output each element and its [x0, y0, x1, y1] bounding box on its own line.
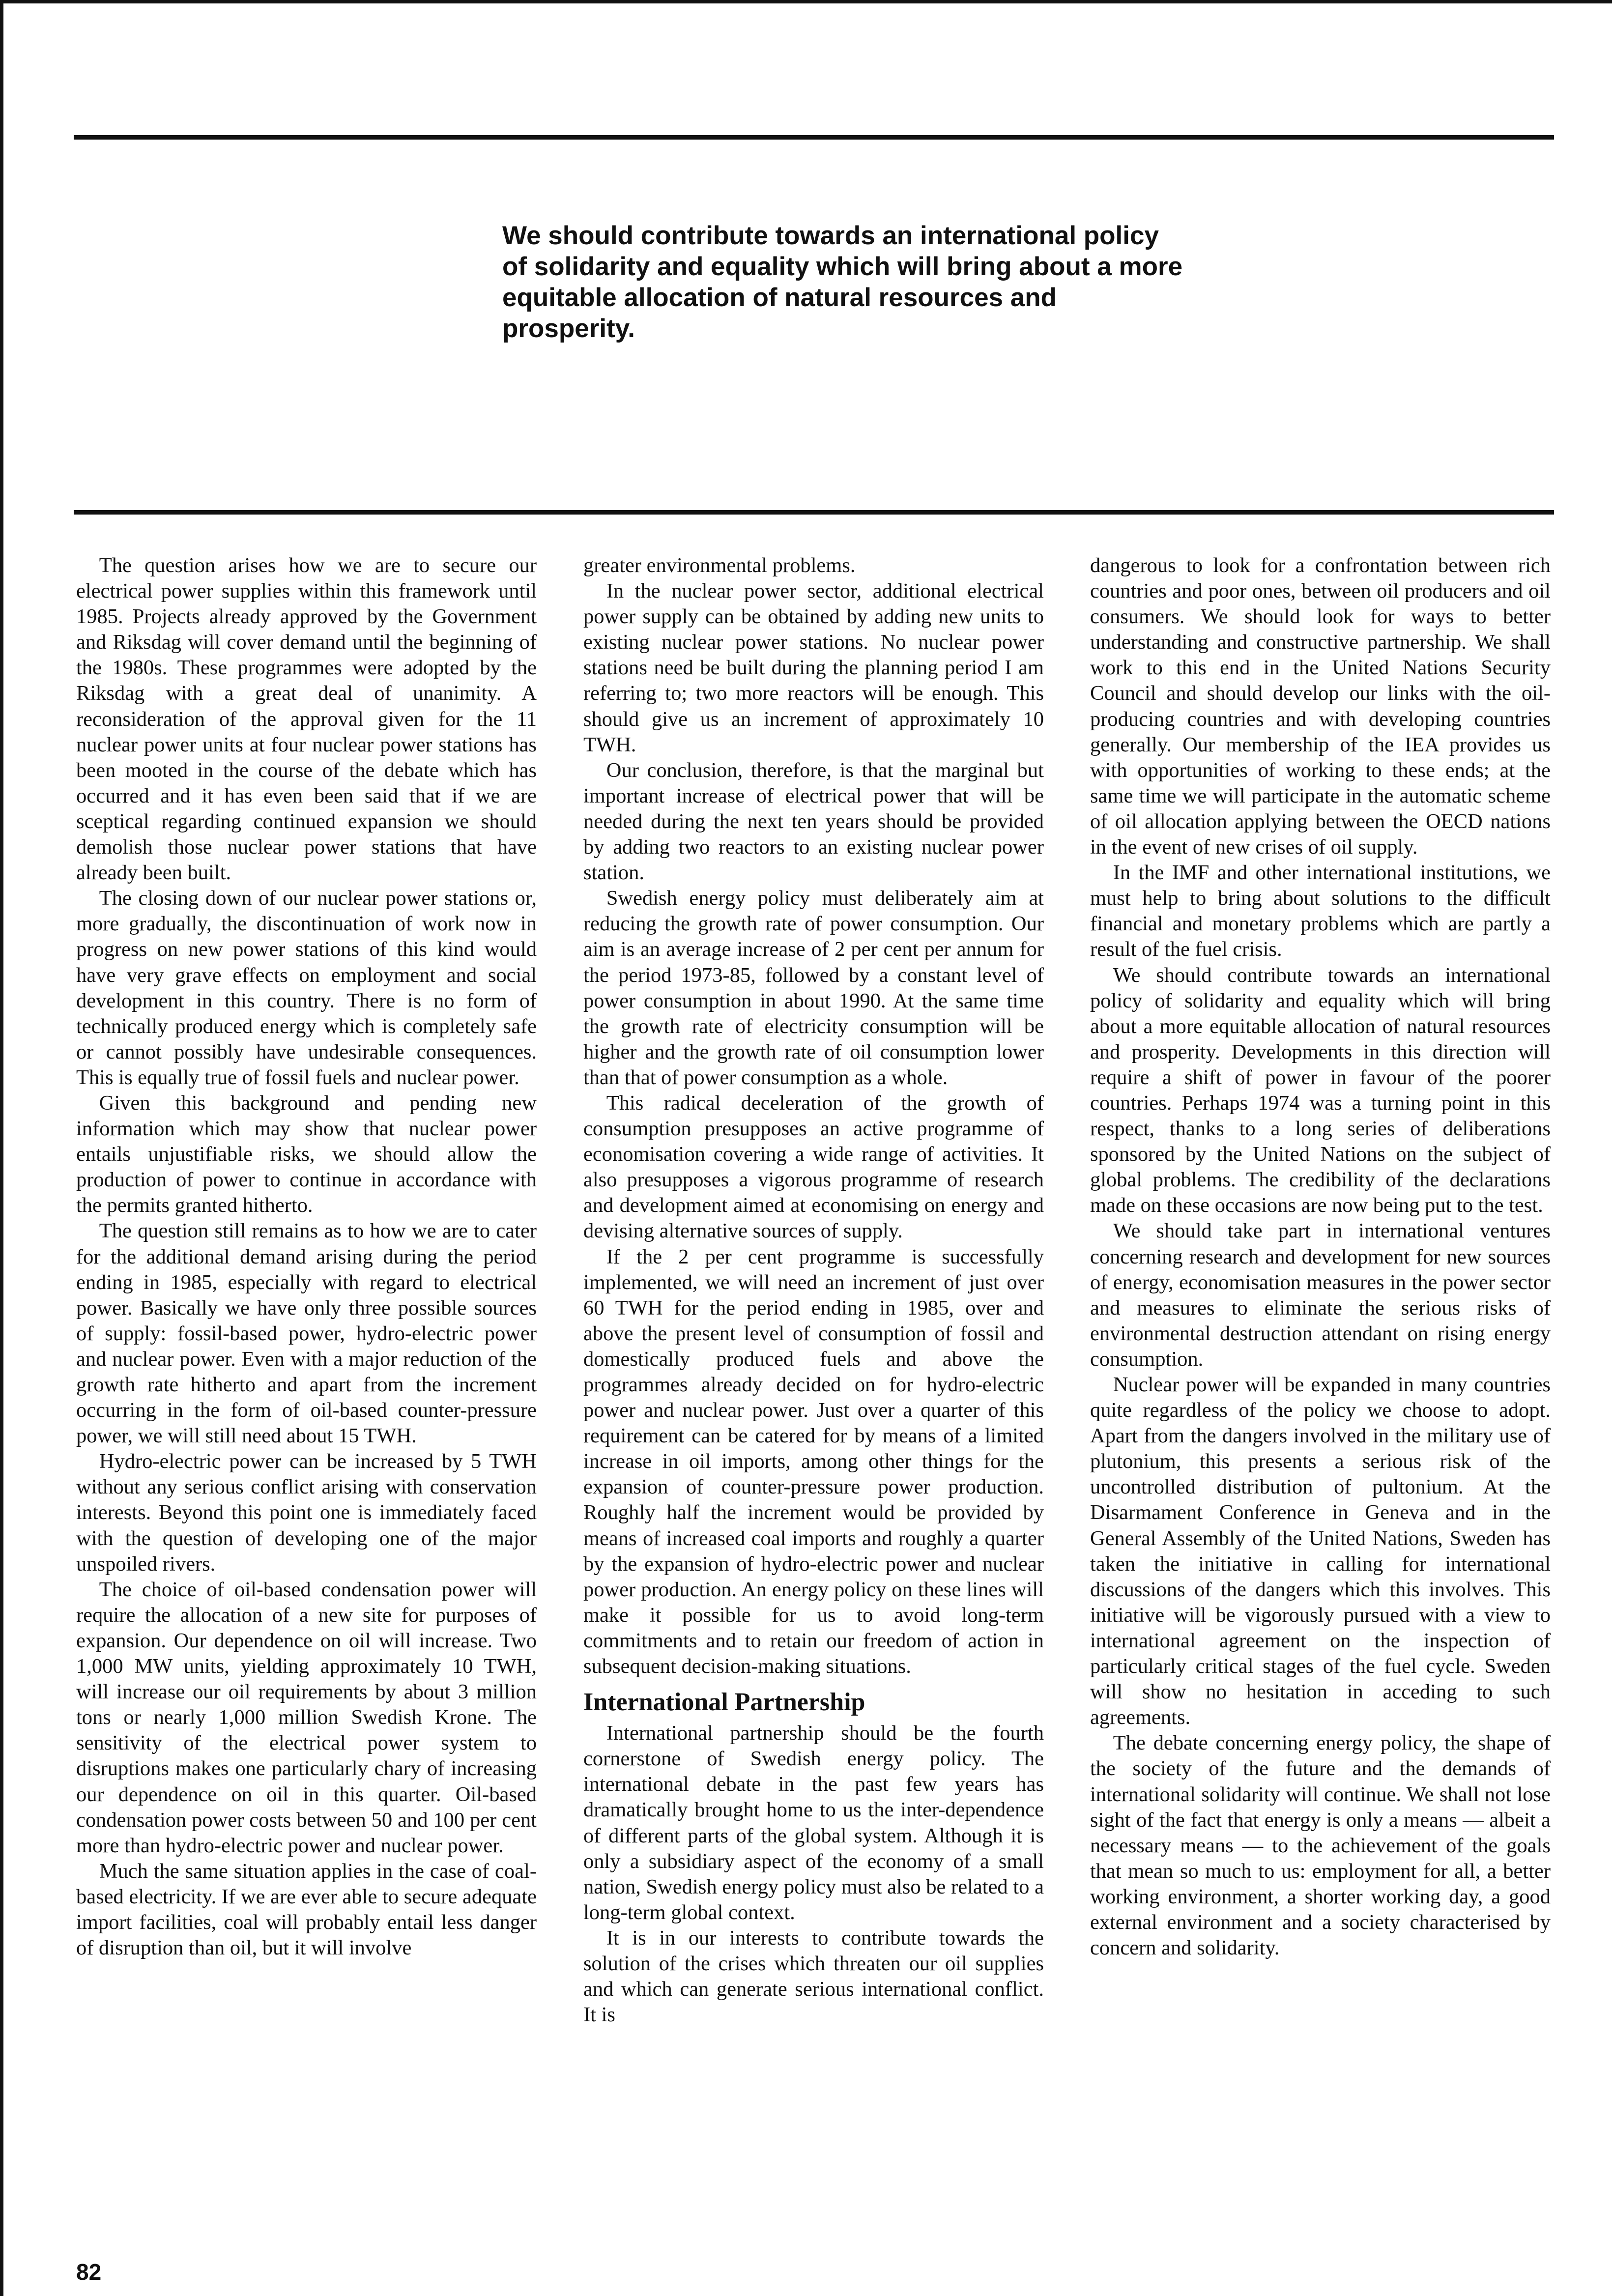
- body-paragraph: Our conclusion, therefore, is that the marginal but important increase of electrical power that will be needed during the next ten years should be provided by adding two reactors to an existing nuclear power station.: [583, 758, 1044, 885]
- body-paragraph: International partnership should be the fourth cornerstone of Swedish energy policy. The international debate in the past few years has dramatically brought home to us the inter-dependence of different parts of the global system. Although it is only a subsidiary aspect of the economy of a small nation, Swedish energy policy must also be related to a long-term global context.: [583, 1722, 1044, 1924]
- body-paragraph: Much the same situation applies in the case of coal-based electricity. If we are ever able to secure adequate import facilities, coal will probably entail less danger of disruption than oil, but it will involve: [76, 1859, 537, 1960]
- page-number: 82: [76, 2259, 102, 2285]
- pull-quote-rule-top: [74, 135, 1554, 140]
- body-paragraph: The closing down of our nuclear power stations or, more gradually, the discontinuation of work now in progress on new power stations of this kind would have very grave effects on employment and social development in this country. There is no form of technically produced energy which is completely safe or cannot possibly have undesirable consequences. This is equally true of fossil fuels and nuclear power.: [76, 887, 537, 1089]
- body-paragraph: The question still remains as to how we are to cater for the additional demand arising during the period ending in 1985, especially with regard to electrical power. Basically we have only three possible sources of supply: fossil-based power, hydro-electric power and nuclear power. Even with a major reduction of the growth rate hitherto and apart from the increment occurring in the form of oil-based counter-pressure power, we will still need about 15 TWH.: [76, 1219, 537, 1448]
- page-border-top: [0, 0, 1612, 3]
- body-paragraph: dangerous to look for a confrontation between rich countries and poor ones, between oil producers and oil consumers. We should look for ways to better understanding and constructive partnership. We shall work to this end in the United Nations Security Council and should develop our links with the oil-producing countries and with developing countries generally. Our membership of the IEA provides us with opportunities of working to these ends; at the same time we will participate in the automatic scheme of oil allocation applying between the OECD nations in the event of new crises of oil supply.: [1090, 554, 1551, 859]
- body-paragraph: Swedish energy policy must deliberately aim at reducing the growth rate of power consumption. Our aim is an average increase of 2 per cent per annum for the period 1973-85, followed by a constant level of power consumption in about 1990. At the same time the growth rate of electricity consumption will be higher and the growth rate of oil consumption lower than that of power consumption as a whole.: [583, 887, 1044, 1089]
- body-paragraph: It is in our interests to contribute towards the solution of the crises which threaten our oil supplies and which can generate serious international conflict. It is: [583, 1926, 1044, 2027]
- body-paragraph: greater environmental problems.: [583, 554, 856, 577]
- body-paragraph: Nuclear power will be expanded in many countries quite regardless of the policy we choose to adopt. Apart from the dangers involved in the military use of plutonium, this presents a serious risk of the uncontrolled distribution of pultonium. At the Disarmament Conference in Geneva and in the General Assembly of the United Nations, Sweden has taken the initiative in calling for international discussions of the dangers which this involves. This initiative will be vigorously pursued with a view to international agreement on the inspection of particularly critical stages of the fuel cycle. Sweden will show no hesitation in acceding to such agreements.: [1090, 1373, 1551, 1729]
- body-paragraph: Given this background and pending new information which may show that nuclear power entails unjustifiable risks, we should allow the production of power to continue in accordance with the permits granted hitherto.: [76, 1091, 537, 1217]
- pull-quote: We should contribute towards an international policy of solidarity and equality which will bring about a more equitable allocation of natural resources and prosperity.: [502, 221, 1183, 343]
- pull-quote-rule-bottom: [74, 510, 1554, 515]
- body-paragraph: In the IMF and other international institutions, we must help to bring about solutions to the difficult financial and monetary problems which are partly a result of the fuel crisis.: [1090, 861, 1551, 961]
- body-paragraph: If the 2 per cent programme is successfully implemented, we will need an increment of just over 60 TWH for the period ending in 1985, over and above the present level of consumption of fossil and domestically produced fuels and above the programmes already decided on for hydro-electric power and nuclear power. Just over a quarter of this requirement can be catered for by means of a limited increase in oil imports, among other things for the expansion of counter-pressure power production. Roughly half the increment would be provided by means of increased coal imports and roughly a quarter by the expansion of hydro-electric power and nuclear power production. An energy policy on these lines will make it possible for us to avoid long-term commitments and to retain our freedom of action in subsequent decision-making situations.: [583, 1245, 1044, 1678]
- body-paragraph: The question arises how we are to secure our electrical power supplies within this framework until 1985. Projects already approved by the Government and Riksdag will cover demand until the beginning of the 1980s. These programmes were adopted by the Riksdag with a great deal of unanimity. A reconsideration of the approval given for the 11 nuclear power units at four nuclear power stations has been mooted in the course of the debate which has occurred and it has even been said that if we are sceptical regarding continued expansion we should demolish those nuclear power stations that have already been built.: [76, 554, 537, 885]
- body-paragraph: In the nuclear power sector, additional electrical power supply can be obtained by adding new units to existing nuclear power stations. No nuclear power stations need be built during the planning period I am referring to; two more reactors will be enough. This should give us an increment of approximately 10 TWH.: [583, 579, 1044, 756]
- text-column-3: [1090, 553, 1551, 2234]
- text-column-2: [583, 553, 1044, 2234]
- body-paragraph: We should take part in international ventures concerning research and development for new sources of energy, economisation measures in the power sector and measures to eliminate the serious risks of environmental destruction attendant on rising energy consumption.: [1090, 1219, 1551, 1371]
- body-paragraph: The debate concerning energy policy, the shape of the society of the future and the demands of international solidarity will continue. We shall not lose sight of the fact that energy is only a means — albeit a necessary means — to the achievement of the goals that mean so much to us: employment for all, a better working environment, a shorter working day, a good external environment and a society characterised by concern and solidarity.: [1090, 1731, 1551, 1960]
- body-paragraph: This radical deceleration of the growth of consumption presupposes an active programme of economisation covering a wide range of activities. It also presupposes a vigorous programme of research and development aimed at economising on energy and devising alternative sources of supply.: [583, 1091, 1044, 1243]
- body-paragraph: The choice of oil-based condensation power will require the allocation of a new site for purposes of expansion. Our dependence on oil will increase. Two 1,000 MW units, yielding approximately 10 TWH, will increase our oil requirements by about 3 million tons or nearly 1,000 million Swedish Krone. The sensitivity of the electrical power system to disruptions makes one particularly chary of increasing our dependence on oil in this quarter. Oil-based condensation power costs between 50 and 100 per cent more than hydro-electric power and nuclear power.: [76, 1578, 537, 1857]
- page-border-left: [0, 0, 3, 2296]
- section-heading: International Partnership: [583, 1688, 865, 1717]
- body-paragraph: Hydro-electric power can be increased by 5 TWH without any serious conflict arising with conservation interests. Beyond this point one is immediately faced with the question of developing one of the major unspoiled rivers.: [76, 1450, 537, 1576]
- body-paragraph: We should contribute towards an international policy of solidarity and equality which will bring about a more equitable allocation of natural resources and prosperity. Developments in this direction will require a shift of power in favour of the poorer countries. Perhaps 1974 was a turning point in this respect, thanks to a long series of deliberations sponsored by the United Nations on the subject of global problems. The credibility of the declarations made on these occasions are now being put to the test.: [1090, 963, 1551, 1217]
- text-column-1: [76, 553, 537, 2234]
